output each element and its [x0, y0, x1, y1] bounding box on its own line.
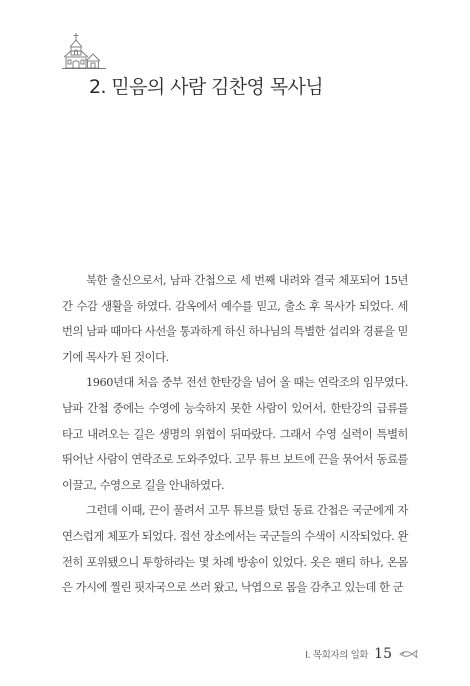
page-footer: [305, 646, 420, 662]
body-text: [62, 268, 408, 601]
church-building-icon: [62, 31, 106, 73]
paragraph: 그런데 이때, 끈이 풀려서 고무 튜브를 탔던 동료 간첩은 국군에게 자연스럽게 체포가 되었다. 접선 장소에서는 국군들의 수색이 시작되었다. 완전히 포위됐으니 투항하라는 몇 차례 방송이 있었다. 옷은 팬티 하나, 온몸은 가시에 찔린 핏자국으로 쓰러 왔고, 낙엽으로 몸을 감추고 있는데 한 군: [62, 504, 408, 595]
running-head: I. 목회자의 일화: [305, 650, 369, 661]
paragraph: 북한 출신으로서, 남파 간첩으로 세 번째 내려와 결국 체포되어 15년간 수감 생활을 하였다. 감옥에서 예수를 믿고, 출소 후 목사가 되었다. 세 번의 남파 때마다 사선을 통과하게 하신 하나님의 특별한 섭리와 경륜을 믿기에 목사가 된 것이다.: [62, 274, 408, 364]
chapter-title: 2. 믿음의 사람 김찬영 목사님: [89, 76, 323, 98]
paragraph: 1960년대 처음 중부 전선 한탄강을 넘어 올 때는 연락조의 임무였다. 남파 간첩 중에는 수영에 능숙하지 못한 사람이 있어서, 한탄강의 급류를 타고 내려오는 길은 생명의 위협이 뒤따랐다. 그래서 수영 실력이 특별히 뛰어난 사람이 연락조로 도와주었다. 고무 튜브 보트에 끈을 묶어서 동료를 이끌고, 수영으로 길을 안내하였다.: [62, 376, 408, 492]
fish-ornament-icon: [398, 649, 420, 659]
page-number: 15: [374, 646, 392, 662]
